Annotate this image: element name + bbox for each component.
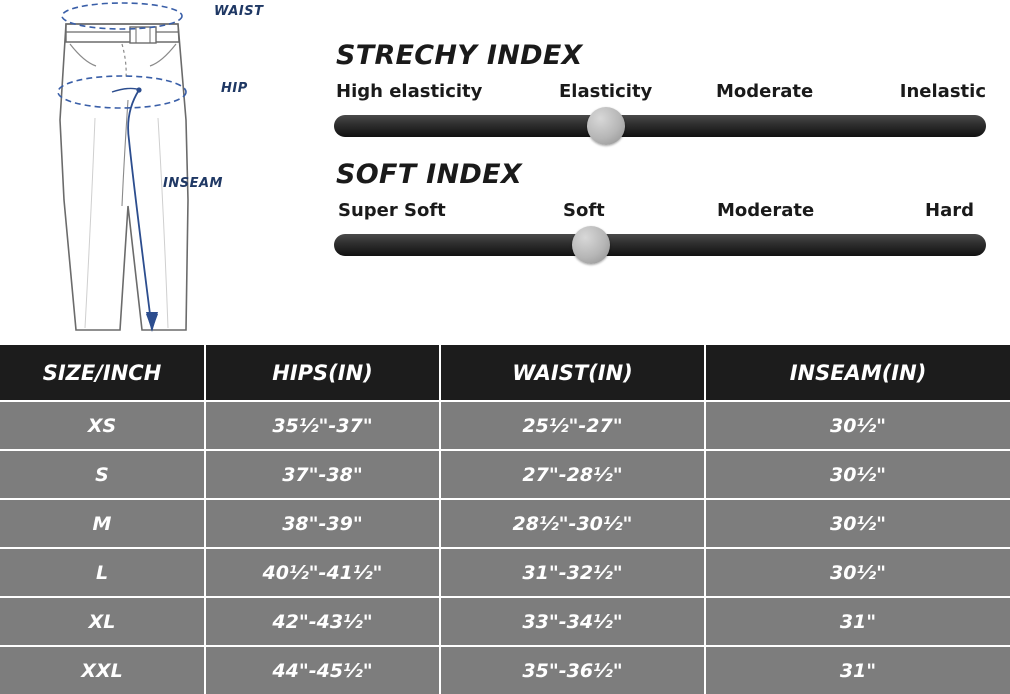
pants-diagram-svg	[0, 0, 330, 345]
stretchy-label-1: Elasticity	[559, 81, 653, 102]
cell-waist: 33"-34½"	[440, 597, 705, 646]
cell-size: S	[0, 450, 205, 499]
soft-index-slider[interactable]	[334, 234, 986, 256]
cell-waist: 35"-36½"	[440, 646, 705, 694]
cell-inseam: 30½"	[705, 548, 1010, 597]
soft-label-2: Moderate	[717, 200, 815, 221]
cell-hips: 35½"-37"	[205, 401, 440, 450]
spacer	[334, 137, 994, 159]
soft-index-labels	[334, 200, 986, 228]
index-panel	[334, 40, 994, 256]
soft-index-knob[interactable]	[572, 226, 610, 264]
table-row	[0, 646, 1010, 694]
soft-label-1: Soft	[563, 200, 605, 221]
cell-size: XL	[0, 597, 205, 646]
header-waist: WAIST(IN)	[440, 345, 705, 401]
stretchy-index-labels	[334, 81, 986, 109]
label-inseam: INSEAM	[163, 176, 223, 191]
cell-inseam: 30½"	[705, 499, 1010, 548]
stretchy-label-2: Moderate	[716, 81, 814, 102]
cell-size: L	[0, 548, 205, 597]
label-waist: WAIST	[214, 4, 264, 19]
cell-size: XS	[0, 401, 205, 450]
table-header-row	[0, 345, 1010, 401]
cell-inseam: 30½"	[705, 450, 1010, 499]
cell-size: XXL	[0, 646, 205, 694]
soft-index-group	[334, 159, 994, 256]
cell-waist: 27"-28½"	[440, 450, 705, 499]
table-row	[0, 548, 1010, 597]
size-chart-table	[0, 345, 1010, 694]
stretchy-index-title: STRECHY INDEX	[336, 40, 583, 71]
cell-hips: 37"-38"	[205, 450, 440, 499]
pants-measurement-illustration	[0, 0, 330, 345]
cell-size: M	[0, 499, 205, 548]
cell-inseam: 30½"	[705, 401, 1010, 450]
header-size: SIZE/INCH	[0, 345, 205, 401]
stretchy-index-slider[interactable]	[334, 115, 986, 137]
table-row	[0, 401, 1010, 450]
cell-inseam: 31"	[705, 597, 1010, 646]
soft-label-0: Super Soft	[338, 200, 446, 221]
table-row	[0, 450, 1010, 499]
cell-inseam: 31"	[705, 646, 1010, 694]
cell-waist: 25½"-27"	[440, 401, 705, 450]
cell-waist: 31"-32½"	[440, 548, 705, 597]
cell-hips: 38"-39"	[205, 499, 440, 548]
stretchy-index-knob[interactable]	[587, 107, 625, 145]
soft-label-3: Hard	[925, 200, 974, 221]
soft-index-title: SOFT INDEX	[336, 159, 522, 190]
cell-hips: 40½"-41½"	[205, 548, 440, 597]
cell-waist: 28½"-30½"	[440, 499, 705, 548]
cell-hips: 42"-43½"	[205, 597, 440, 646]
header-hips: HIPS(IN)	[205, 345, 440, 401]
header-inseam: INSEAM(IN)	[705, 345, 1010, 401]
stretchy-label-3: Inelastic	[899, 81, 986, 102]
table-row	[0, 499, 1010, 548]
stretchy-index-group	[334, 40, 994, 137]
cell-hips: 44"-45½"	[205, 646, 440, 694]
table-row	[0, 597, 1010, 646]
label-hip: HIP	[221, 81, 248, 96]
stretchy-label-0: High elasticity	[336, 81, 483, 102]
